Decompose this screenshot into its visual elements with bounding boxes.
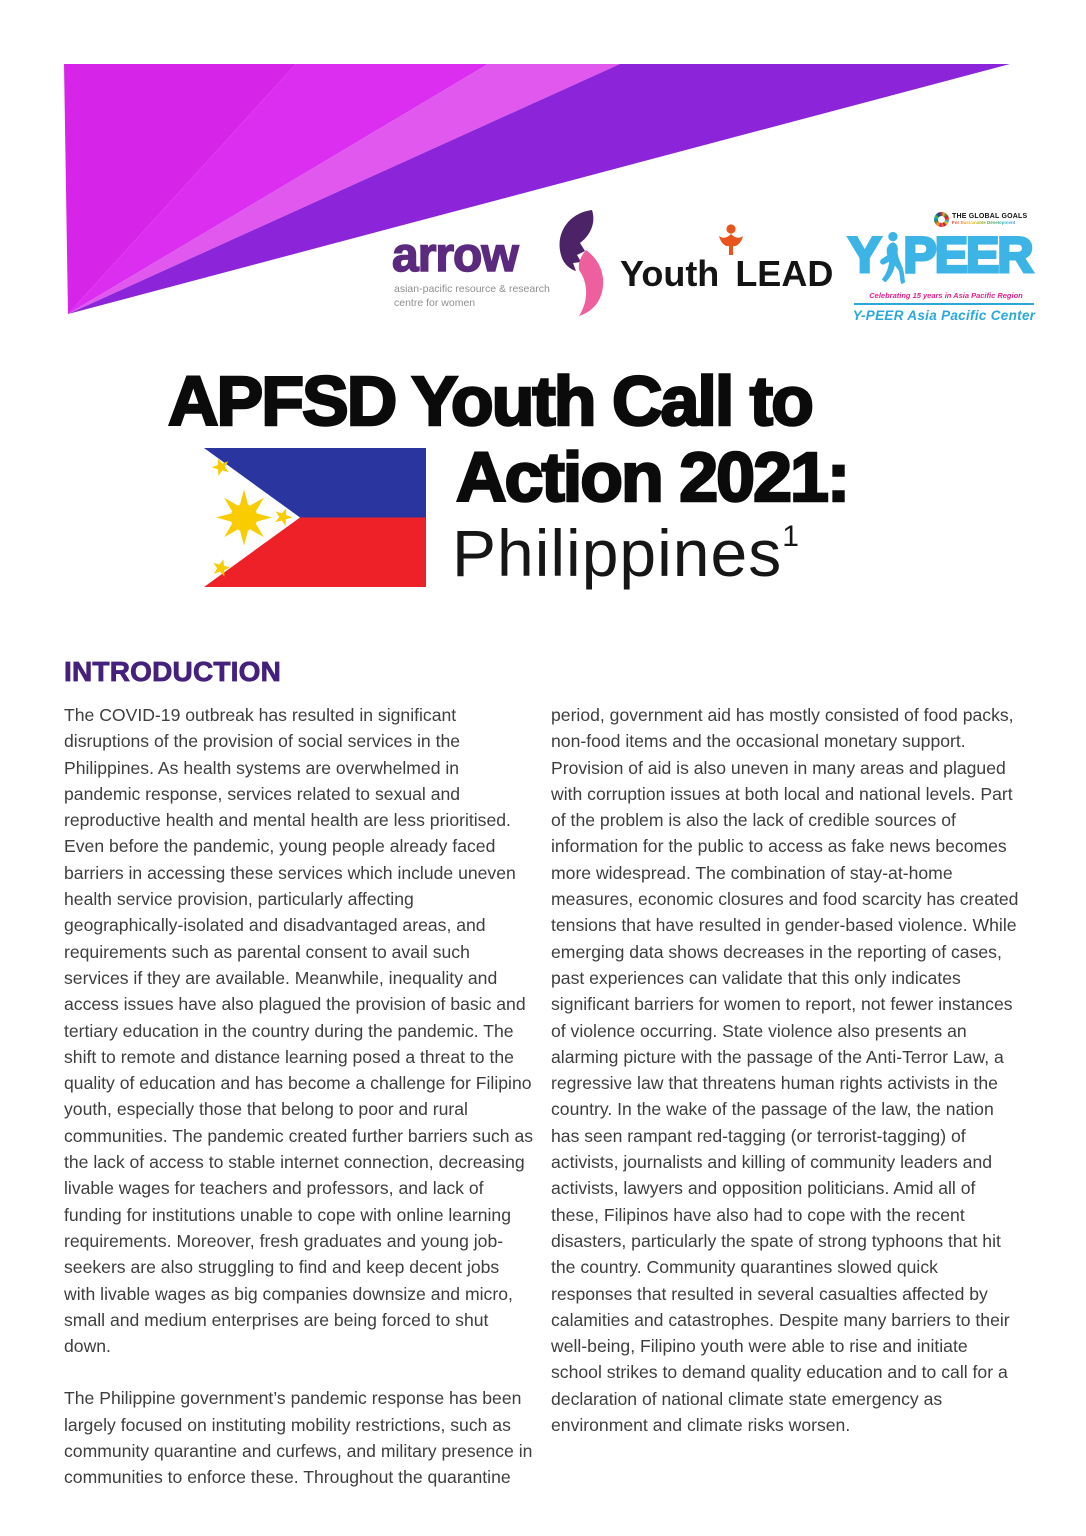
global-goals-lockup	[934, 212, 1027, 227]
youth-lead-person-icon	[718, 224, 744, 256]
arrow-tagline-line2: centre for women	[394, 296, 476, 309]
intro-paragraph-2: The Philippine government’s pandemic response has been largely focused on instituting mobility restrictions, such as community quarantine and curfews, and military presence in communities to enforce these. Throughout the quarantine	[64, 1388, 533, 1488]
philippines-flag	[204, 448, 426, 587]
intro-body	[64, 702, 1022, 1517]
flag-sun-icon	[216, 490, 272, 546]
title-line3	[452, 516, 799, 590]
youth-lead-logo	[620, 228, 832, 302]
arrow-face-swoosh-icon	[552, 210, 610, 318]
y-peer-letters-peer: PEER	[903, 227, 1032, 283]
y-peer-letter-y: Y	[848, 227, 880, 283]
intro-right-column	[551, 702, 1021, 1517]
arrow-wordmark: arrow	[392, 229, 518, 282]
intro-left-column	[64, 702, 534, 1517]
y-peer-logo	[848, 212, 1040, 332]
title-line1: APFSD Youth Call to	[168, 362, 812, 440]
arrow-tagline	[394, 283, 550, 310]
y-peer-dancer-icon	[878, 230, 906, 288]
global-goals-texts	[952, 213, 1027, 225]
arrow-tagline-line1: asian-pacific resource & research	[394, 283, 550, 295]
y-peer-divider	[854, 303, 1034, 305]
y-peer-wordmark	[848, 228, 1032, 288]
intro-paragraph-3: period, government aid has mostly consisted of food packs, non-food items and the occasional monetary support. Provision of aid is also uneven in many areas and plagued with corruption issues at both local and national levels. Part of the problem is also the lack of credible sources of information for the public to access as fake news becomes more widespread. The combination of stay-at-home measures, economic closures and food scarcity has created tensions that have resulted in gender-based violence. While emerging data shows decreases in the reporting of cases, past experiences can validate that this only indicates significant barriers for women to report, not fewer instances of violence occurring. State violence also presents an alarming picture with the passage of the Anti-Terror Law, a regressive law that threatens human rights activists in the country. In the wake of the passage of the law, the nation has seen rampant red-tagging (or terrorist-tagging) of activists, journalists and killing of community leaders and activists, lawyers and opposition politicians. Amid all of these, Filipinos have also had to cope with the recent disasters, particularly the spate of strong typhoons that hit the country. Community quarantines slowed quick responses that resulted in several casualties affected by calamities and catastrophes. Despite many barriers to their well-being, Filipino youth were able to rise and initiate school strikes to demand quality education and to call for a declaration of national climate state emergency as environment and climate risks worsen.	[551, 705, 1019, 1436]
global-goals-title: THE GLOBAL GOALS	[952, 213, 1028, 221]
global-goals-subtitle: For Sustainable Development	[952, 221, 1027, 226]
y-peer-center-label: Y-PEER Asia Pacific Center	[852, 308, 1036, 323]
intro-heading: INTRODUCTION	[64, 656, 282, 687]
title-country: Philippines	[452, 516, 783, 590]
y-peer-tagline: Celebrating 15 years in Asia Pacific Region	[869, 291, 1023, 300]
youth-lead-wordmark	[620, 253, 834, 294]
sdg-wheel-icon	[934, 212, 949, 227]
youth-lead-word1: Youth	[620, 253, 720, 294]
arrow-logo	[392, 220, 610, 324]
youth-lead-word2: LEAD	[735, 253, 834, 294]
title-line2: Action 2021:	[456, 438, 849, 516]
intro-paragraph-1: The COVID-19 outbreak has resulted in significant disruptions of the provision of social services in the Philippines. As health systems are overwhelmed in pandemic response, services related to sexual and reproductive health and mental health are less prioritised. Even before the pandemic, young people already faced barriers in accessing these services which include uneven health service provision, particularly affecting geographically-isolated and disadvantaged areas, and requirements such as parental consent to avail such services if they are available. Meanwhile, inequality and access issues have also plagued the provision of basic and tertiary education in the country during the pandemic. The shift to remote and distance learning posed a threat to the quality of education and has become a challenge for Filipino youth, especially those that belong to poor and rural communities. The pandemic created further barriers such as the lack of access to stable internet connection, decreasing livable wages for teachers and professors, and lack of funding for institutions unable to cope with online learning requirements. Moreover, fresh graduates and young job-seekers are also struggling to find and keep decent jobs with livable wages as big companies downsize and micro, small and medium enterprises are being forced to shut down.	[64, 705, 534, 1357]
footnote-reference: 1	[782, 520, 799, 553]
